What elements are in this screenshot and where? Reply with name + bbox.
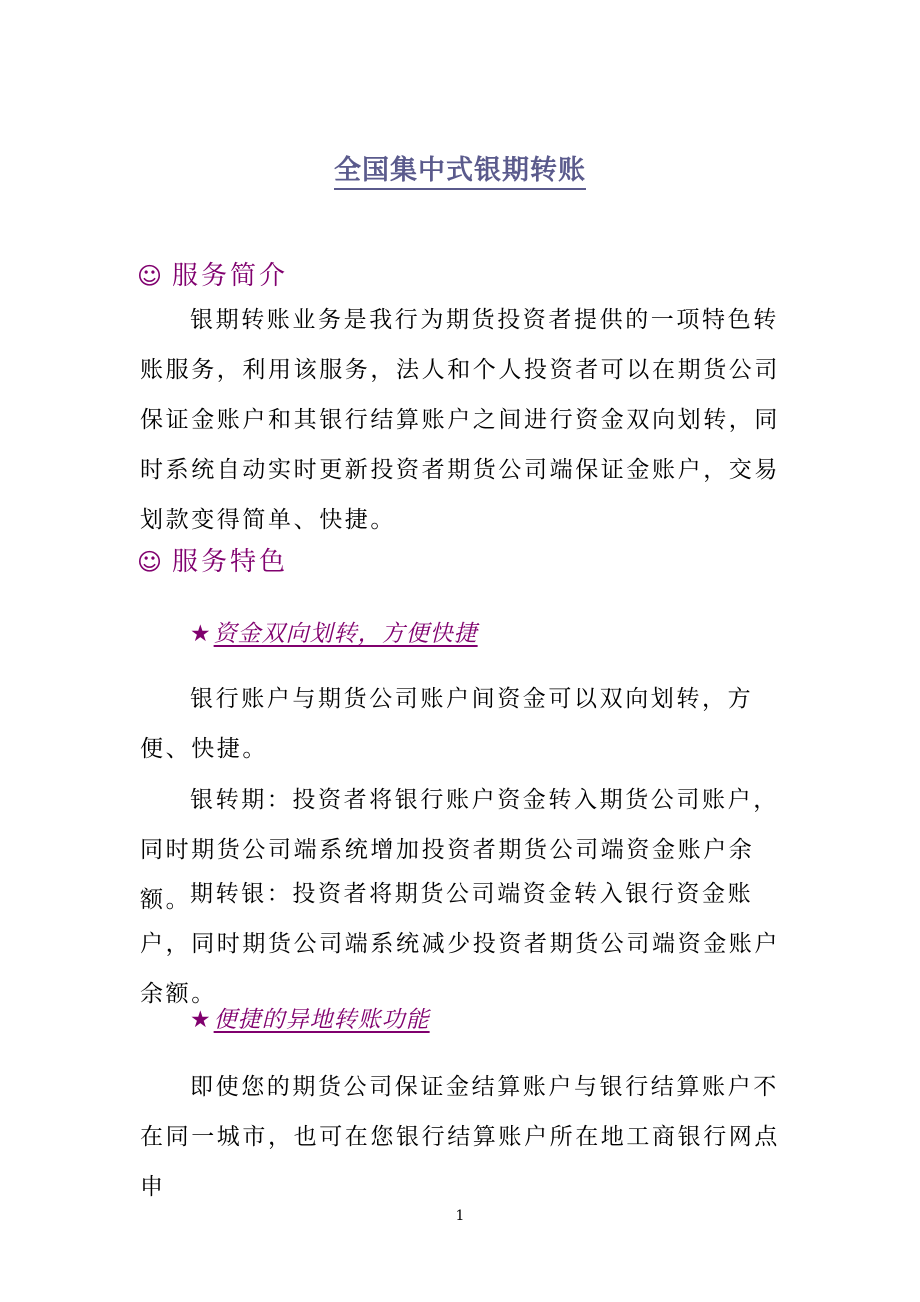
smiley-icon: ☺	[137, 548, 163, 576]
feature-title-2	[190, 1001, 430, 1034]
star-icon: ★	[190, 621, 212, 647]
section-heading-features-text: 服务特色	[172, 547, 289, 577]
star-icon: ★	[190, 1007, 212, 1033]
section-heading-features	[137, 541, 288, 578]
section-heading-intro-text: 服务简介	[172, 261, 289, 291]
feature2-paragraph-1: 即使您的期货公司保证金结算账户与银行结算账户不在同一城市，也可在您银行结算账户所在地工商银行网点申	[140, 1074, 780, 1200]
feature-title-2-text: 便捷的异地转账功能	[213, 1007, 430, 1033]
feature1-paragraph-3: 期转银：投资者将期货公司端资金转入银行资金账户，同时期货公司端系统减少投资者期货公司端资金账户余额。	[140, 881, 780, 1007]
section-heading-intro	[137, 255, 288, 292]
intro-paragraph: 银期转账业务是我行为期货投资者提供的一项特色转账服务，利用该服务，法人和个人投资者可以在期货公司保证金账户和其银行结算账户之间进行资金双向划转，同时系统自动实时更新投资者期货公司端保证金账户，交易划款变得简单、快捷。	[140, 307, 780, 533]
feature-title-1	[190, 615, 478, 648]
document-title: 全国集中式银期转账	[334, 155, 586, 190]
feature1-paragraph-1: 银行账户与期货公司账户间资金可以双向划转，方便、快捷。	[140, 686, 754, 762]
document-title-wrap	[0, 148, 920, 187]
feature1-paragraph-2: 银转期：投资者将银行账户资金转入期货公司账户，同时期货公司端系统增加投资者期货公司端资金账户余额。	[140, 787, 779, 913]
page-number: 1	[455, 1208, 465, 1224]
feature-title-1-text: 资金双向划转，方便快捷	[213, 621, 478, 647]
smiley-icon: ☺	[137, 262, 163, 290]
